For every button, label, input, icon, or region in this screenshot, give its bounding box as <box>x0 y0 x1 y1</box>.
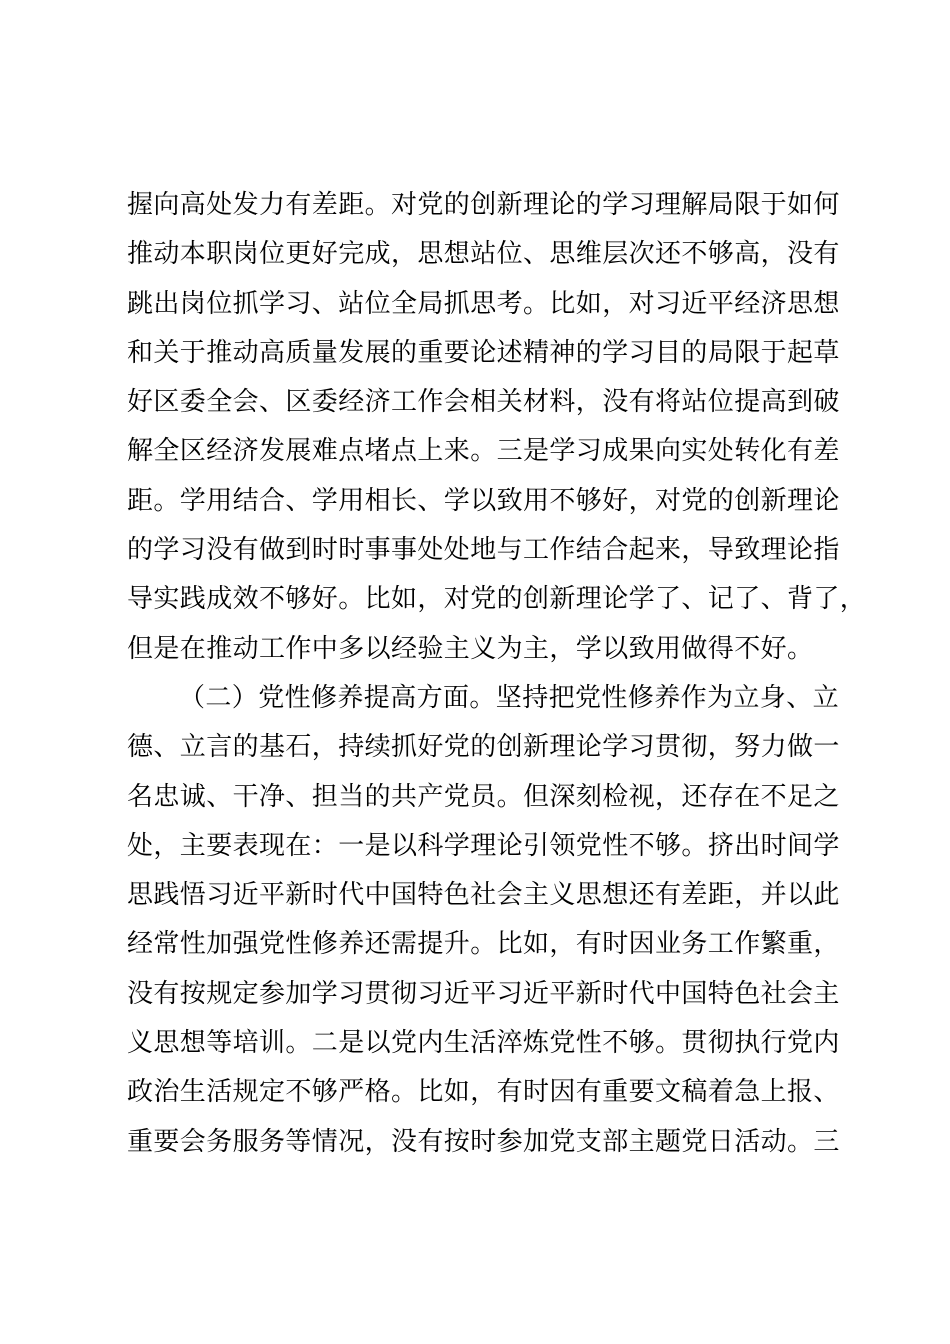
text-line: 德、立言的基石，持续抓好党的创新理论学习贯彻，努力做一 <box>127 732 840 763</box>
text-line: 经常性加强党性修养还需提升。比如，有时因业务工作繁重， <box>127 929 840 960</box>
text-line: 政治生活规定不够严格。比如，有时因有重要文稿着急上报、 <box>127 1077 840 1108</box>
text-line: 名忠诚、干净、担当的共产党员。但深刻检视，还存在不足之 <box>127 781 840 812</box>
text-line: 但是在推动工作中多以经验主义为主，学以致用做得不好。 <box>127 633 814 664</box>
text-line: 导实践成效不够好。比如，对党的创新理论学了、记了、背了， <box>127 584 867 615</box>
text-line: 思践悟习近平新时代中国特色社会主义思想还有差距，并以此 <box>127 880 840 911</box>
text-line: 重要会务服务等情况，没有按时参加党支部主题党日活动。三 <box>127 1126 840 1157</box>
text-line: 跳出岗位抓学习、站位全局抓思考。比如，对习近平经济思想 <box>127 288 840 319</box>
text-line: 的学习没有做到时时事事处处地与工作结合起来，导致理论指 <box>127 535 840 566</box>
text-line: 解全区经济发展难点堵点上来。三是学习成果向实处转化有差 <box>127 436 840 467</box>
text-line: 和关于推动高质量发展的重要论述精神的学习目的局限于起草 <box>127 337 840 368</box>
text-line: 处，主要表现在：一是以科学理论引领党性不够。挤出时间学 <box>127 830 840 861</box>
body-text <box>127 181 867 1167</box>
text-line: （二）党性修养提高方面。坚持把党性修养作为立身、立 <box>179 682 840 713</box>
text-line: 义思想等培训。二是以党内生活淬炼党性不够。贯彻执行党内 <box>127 1028 840 1059</box>
text-line: 好区委全会、区委经济工作会相关材料，没有将站位提高到破 <box>127 387 840 418</box>
text-line: 没有按规定参加学习贯彻习近平习近平新时代中国特色社会主 <box>127 978 840 1009</box>
text-line: 推动本职岗位更好完成，思想站位、思维层次还不够高，没有 <box>127 239 840 270</box>
text-line: 握向高处发力有差距。对党的创新理论的学习理解局限于如何 <box>127 190 840 220</box>
text-line: 距。学用结合、学用相长、学以致用不够好，对党的创新理论 <box>127 485 840 516</box>
